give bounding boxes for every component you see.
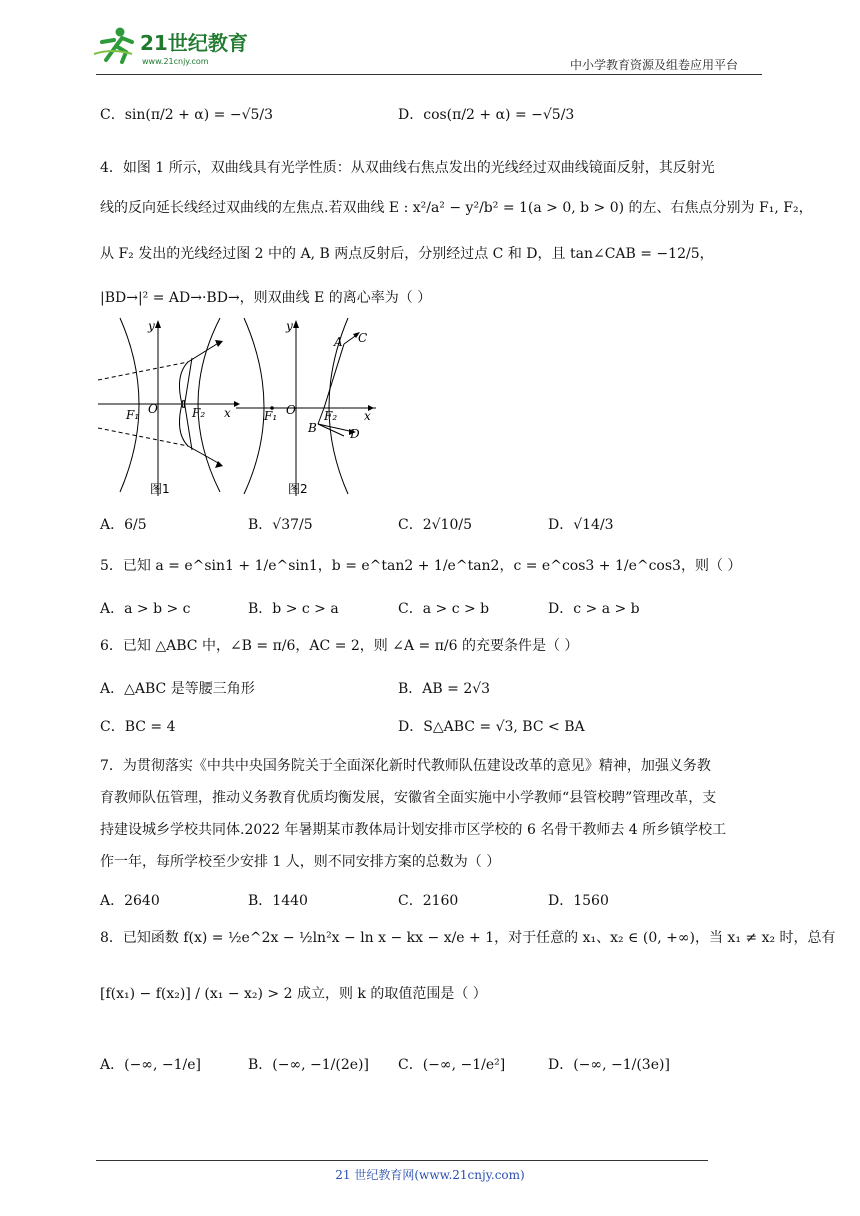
svg-text:B: B (308, 421, 317, 435)
q8-line-1: 8．已知函数 f(x) = ½e^2x − ½ln²x − ln x − kx − x/e + 1，对于任意的 x₁、x₂ ∈ (0, +∞)，当 x₁ ≠ x₂ 时，总有 (100, 930, 836, 946)
y-arrow-icon (293, 320, 299, 328)
svg-text:x: x (224, 406, 231, 420)
site-logo (92, 24, 262, 68)
svg-text:O: O (148, 402, 158, 416)
q6-option-d: D．S△ABC = √3, BC < BA (398, 719, 585, 735)
q4-option-a: A．6/5 (100, 517, 147, 533)
logo-text: 21世纪教育 (140, 31, 248, 55)
svg-text:D: D (350, 427, 360, 441)
q7-line-1: 7．为贯彻落实《中共中央国务院关于全面深化新时代教师队伍建设改革的意见》精神，加强义务教 (100, 758, 711, 774)
svg-text:C: C (358, 331, 368, 345)
left-branch (120, 318, 139, 492)
q7-line-4: 作一年，每所学校至少安排 1 人，则不同安排方案的总数为（ ） (100, 854, 501, 870)
q7-option-d: D．1560 (548, 893, 609, 909)
logo-url: www.21cnjy.com (142, 57, 209, 66)
q3-option-d: D．cos(π/2 + α) = −√5/3 (398, 107, 575, 123)
header-divider (96, 74, 762, 75)
svg-text:x: x (364, 409, 371, 423)
figure-1 (98, 316, 243, 502)
dashed-ray-lower (98, 428, 188, 446)
q7-option-b: B．1440 (248, 893, 308, 909)
q8-option-b: B．(−∞, −1/(2e)] (248, 1057, 369, 1073)
platform-name: 中小学教育资源及组卷应用平台 (570, 58, 739, 72)
figure-2-caption: 图2 (288, 482, 308, 496)
q4-line-4: |BD→|² = AD→·BD→，则双曲线 E 的离心率为（ ） (100, 290, 432, 306)
q6-option-a: A．△ABC 是等腰三角形 (100, 681, 255, 697)
q7-option-c: C．2160 (398, 893, 459, 909)
q4-option-b: B．√37/5 (248, 517, 313, 533)
q6-option-b: B．AB = 2√3 (398, 681, 491, 697)
q8-line-2: [f(x₁) − f(x₂)] / (x₁ − x₂) > 2 成立，则 k 的取值范围是（ ） (100, 986, 487, 1002)
svg-text:F₁: F₁ (264, 409, 278, 423)
q8-option-d: D．(−∞, −1/(3e)] (548, 1057, 670, 1073)
q6-stem: 6．已知 △ABC 中，∠B = π/6，AC = 2，则 ∠A = π/6 的充要条件是（ ） (100, 638, 579, 654)
svg-text:O: O (286, 403, 296, 417)
q5-option-a: A．a > b > c (100, 601, 191, 617)
q5-option-c: C．a > c > b (398, 601, 490, 617)
q5-stem: 5．已知 a = e^sin1 + 1/e^sin1，b = e^tan2 + 1/e^tan2，c = e^cos3 + 1/e^cos3，则（ ） (100, 558, 742, 574)
q6-option-c: C．BC = 4 (100, 719, 176, 735)
runner-icon (94, 28, 132, 63)
q4-line-2: 线的反向延长线经过双曲线的左焦点.若双曲线 E : x²/a² − y²/b² = 1(a > 0, b > 0) 的左、右焦点分别为 F₁, F₂， (100, 200, 813, 216)
dashed-ray-upper (98, 362, 188, 380)
figure-2 (236, 316, 381, 502)
q4-line-3: 从 F₂ 发出的光线经过图 2 中的 A, B 两点反射后，分别经过点 C 和 D，且 tan∠CAB = −12/5， (100, 246, 714, 262)
q8-option-a: A．(−∞, −1/e] (100, 1057, 201, 1073)
q5-option-d: D．c > a > b (548, 601, 640, 617)
svg-text:y: y (148, 319, 155, 333)
q7-option-a: A．2640 (100, 893, 160, 909)
left-branch (244, 318, 264, 494)
q5-option-b: B．b > c > a (248, 601, 339, 617)
q8-option-c: C．(−∞, −1/e²] (398, 1057, 506, 1073)
q7-line-2: 育教师队伍管理，推动义务教育优质均衡发展，安徽省全面实施中小学教师“县管校聘”管理改革，支 (100, 790, 717, 806)
footer-link[interactable]: 21 世纪教育网(www.21cnjy.com) (335, 1168, 525, 1182)
svg-text:y: y (286, 319, 293, 333)
svg-text:F₂: F₂ (192, 406, 206, 420)
ray-to-a (324, 344, 344, 408)
svg-text:A: A (334, 335, 343, 349)
q4-option-c: C．2√10/5 (398, 517, 472, 533)
q3-option-c: C．sin(π/2 + α) = −√5/3 (100, 107, 274, 123)
svg-text:F₁: F₁ (126, 408, 140, 422)
q4-line-1: 4．如图 1 所示，双曲线具有光学性质：从双曲线右焦点发出的光线经过双曲线镜面反射，其反射光 (100, 160, 715, 176)
footer-divider (96, 1160, 708, 1161)
q4-option-d: D．√14/3 (548, 517, 614, 533)
y-arrow-icon (155, 320, 161, 328)
figure-1-caption: 图1 (150, 482, 170, 496)
q7-line-3: 持建设城乡学校共同体.2022 年暑期某市教体局计划安排市区学校的 6 名骨干教师去 4 所乡镇学校工 (100, 822, 727, 838)
svg-text:F₂: F₂ (324, 409, 338, 423)
